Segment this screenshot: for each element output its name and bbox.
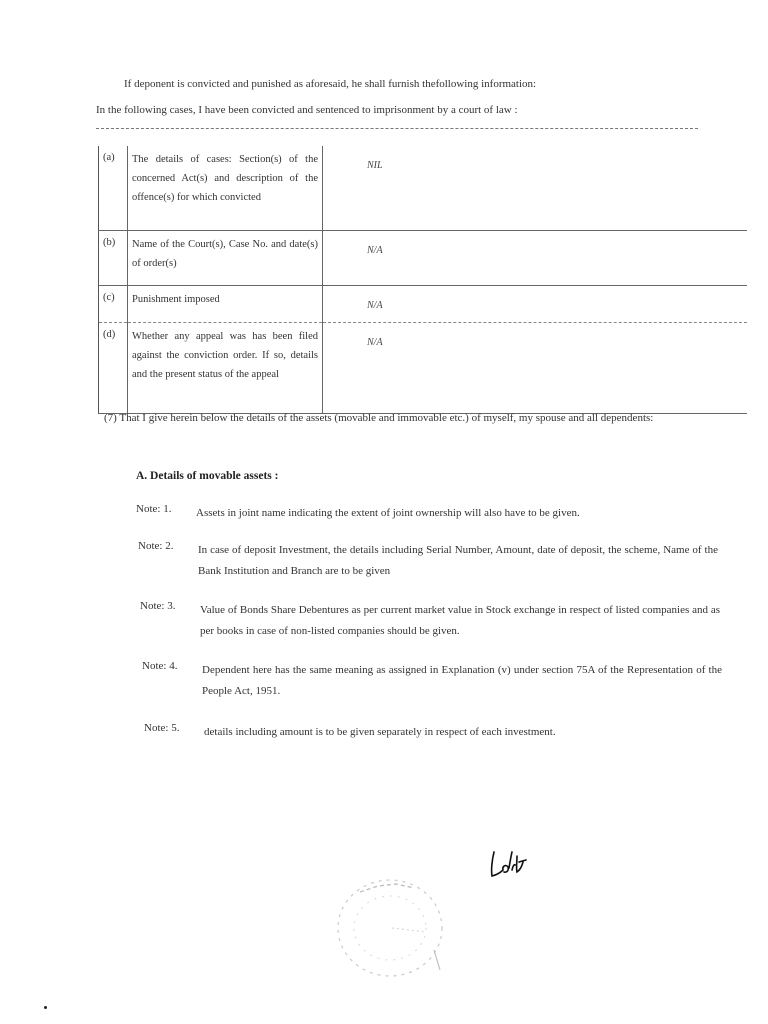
top-rule [96, 128, 698, 129]
row-mark: (c) [99, 286, 128, 323]
row-description: Punishment imposed [128, 286, 323, 323]
row-description: Whether any appeal was has been filed against the conviction order. If so, details and the present status of the appeal [128, 323, 323, 414]
conviction-table [98, 146, 747, 414]
note-text: Assets in joint name indicating the extent of joint ownership will also have to be given. [196, 507, 580, 519]
intro-line: If deponent is convicted and punished as aforesaid, he shall furnish thefollowing information: [124, 78, 537, 90]
table-row [99, 323, 748, 414]
note-text: Value of Bonds Share Debentures as per current market value in Stock exchange in respect of listed companies and as per books in case of non-listed companies should be given. [200, 604, 720, 637]
note-text: Dependent here has the same meaning as assigned in Explanation (v) under section 75A of the Representation of the People Act, 1951. [202, 664, 722, 697]
row-mark: (b) [99, 231, 128, 286]
note-label: Note: 2. [138, 540, 174, 552]
row-value: N/A [323, 286, 748, 323]
note-text: details including amount is to be given separately in respect of each investment. [204, 726, 556, 738]
note-label: Note: 5. [144, 722, 180, 734]
row-value: N/A [323, 231, 748, 286]
note-label: Note: 3. [140, 600, 176, 612]
row-mark: (d) [99, 323, 128, 414]
signature [488, 848, 534, 882]
table-row [99, 146, 748, 231]
row-mark: (a) [99, 146, 128, 231]
note-label: Note: 4. [142, 660, 178, 672]
row-value: NIL [323, 146, 748, 231]
table-row [99, 286, 748, 323]
note-label: Note: 1. [136, 503, 172, 515]
section-heading: A. Details of movable assets : [136, 470, 279, 482]
paragraph-7: (7) That I give herein below the details of the assets (movable and immovable etc.) of myself, my spouse and all dependents: [104, 412, 654, 424]
cases-line: In the following cases, I have been convicted and sentenced to imprisonment by a court of law : [96, 104, 518, 116]
note-text: In case of deposit Investment, the details including Serial Number, Amount, date of deposit, the scheme, Name of the Bank Institution and Branch are to be given [198, 544, 718, 577]
page-speck [44, 1006, 47, 1009]
table-row [99, 231, 748, 286]
row-description: Name of the Court(s), Case No. and date(s) of order(s) [128, 231, 323, 286]
row-description: The details of cases: Section(s) of the concerned Act(s) and description of the offence(s) for which convicted [128, 146, 323, 231]
row-value: N/A [323, 323, 748, 414]
official-seal-stamp [330, 870, 460, 990]
